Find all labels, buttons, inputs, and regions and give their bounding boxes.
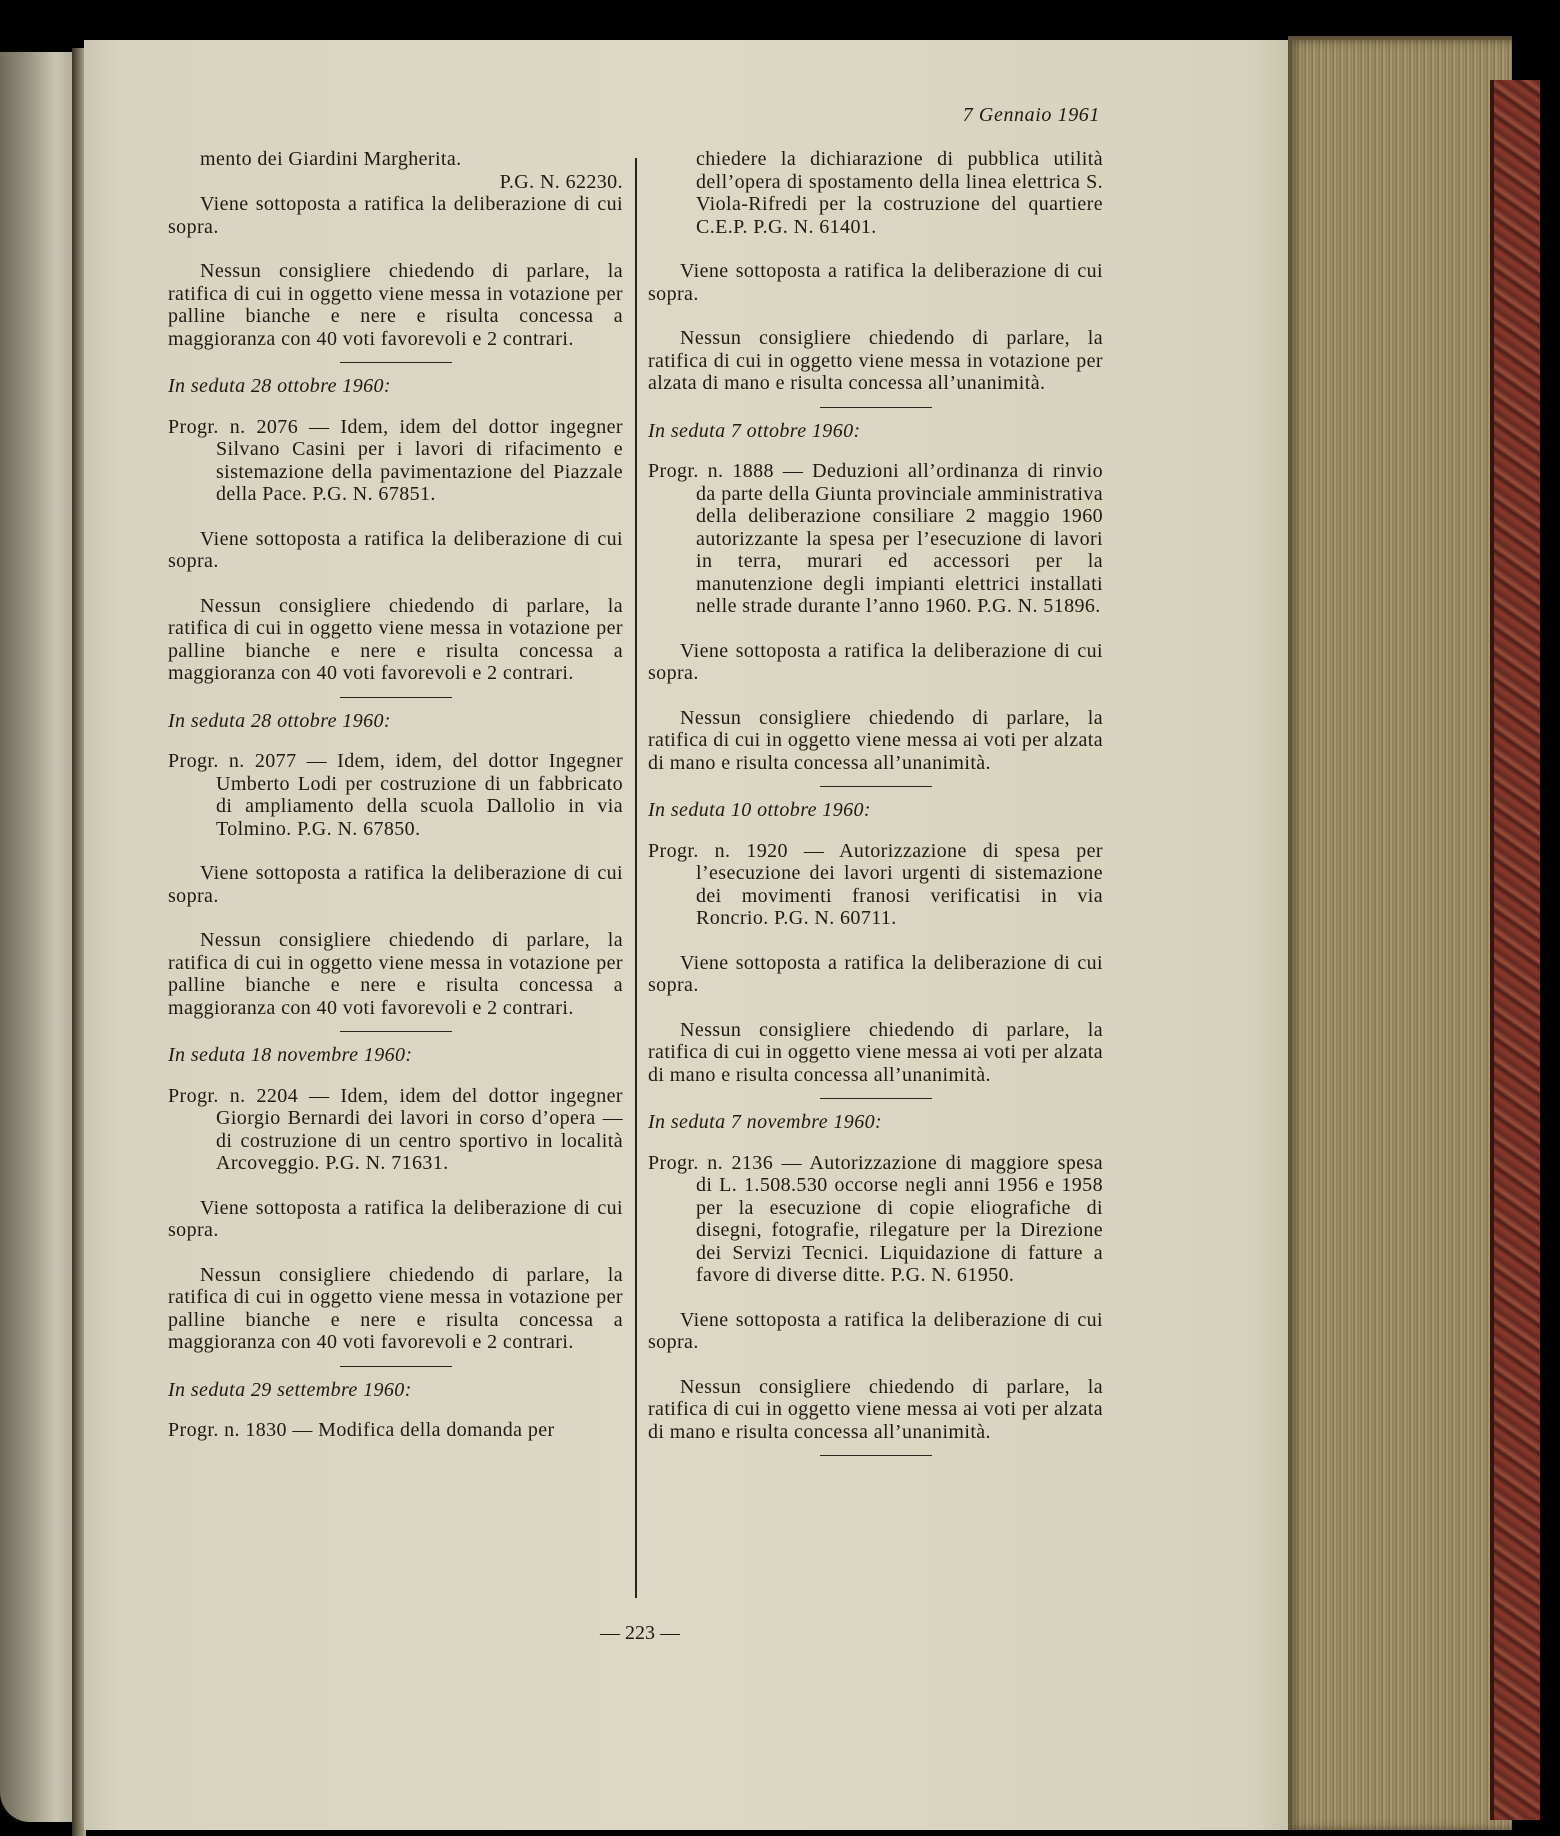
- vote-paragraph: Nessun consigliere chiedendo di parlare, la ratifica di cui in oggetto viene messa in votazione per palline bianche e nere e risulta concessa a maggioranza con 40 voti favorevoli e 2 contrari.: [168, 929, 623, 1019]
- section-rule: [340, 697, 452, 698]
- section-rule: [820, 1098, 932, 1099]
- vote-paragraph: Nessun consigliere chiedendo di parlare, la ratifica di cui in oggetto viene messa in votazione per palline bianche e nere e risulta concessa a maggioranza con 40 voti favorevoli e 2 contrari.: [168, 1263, 623, 1353]
- section-rule: [340, 1031, 452, 1032]
- section-rule: [340, 1366, 452, 1367]
- ratifica-paragraph: Viene sottoposta a ratifica la deliberazione di cui sopra.: [648, 1308, 1103, 1353]
- section-rule: [820, 407, 932, 408]
- section-rule: [820, 786, 932, 787]
- running-header-date: 7 Gennaio 1961: [962, 104, 1100, 126]
- ratifica-paragraph: Viene sottoposta a ratifica la deliberazione di cui sopra.: [168, 527, 623, 572]
- section-rule: [340, 362, 452, 363]
- progr-continuation: chiedere la dichiarazione di pubblica utilità dell’opera di spostamento della linea elettrica S. Viola-Rifredi per la costruzione del quartiere C.E.P. P.G. N. 61401.: [696, 148, 1103, 238]
- progr-item: Progr. n. 2077 — Idem, idem, del dottor Ingegner Umberto Lodi per costruzione di un fabbricato di ampliamento della scuola Dallolio in via Tolmino. P.G. N. 67850.: [168, 750, 623, 840]
- vote-paragraph: Nessun consigliere chiedendo di parlare, la ratifica di cui in oggetto viene messa ai voti per alzata di mano e risulta concessa all’unanimità.: [648, 1018, 1103, 1086]
- ratifica-paragraph: Viene sottoposta a ratifica la deliberazione di cui sopra.: [648, 951, 1103, 996]
- vote-paragraph: Nessun consigliere chiedendo di parlare, la ratifica di cui in oggetto viene messa in votazione per palline bianche e nere e risulta concessa a maggioranza con 40 voti favorevoli e 2 contrari.: [168, 260, 623, 350]
- ratifica-paragraph: Viene sottoposta a ratifica la deliberazione di cui sopra.: [648, 639, 1103, 684]
- section-rule: [820, 1455, 932, 1456]
- seduta-heading: In seduta 18 novembre 1960:: [168, 1044, 413, 1066]
- ratifica-paragraph: Viene sottoposta a ratifica la deliberazione di cui sopra.: [168, 1196, 623, 1241]
- progr-item: Progr. n. 1830 — Modifica della domanda per: [168, 1419, 555, 1441]
- page-block-edges: [1288, 40, 1512, 1830]
- seduta-heading: In seduta 28 ottobre 1960:: [168, 375, 391, 397]
- seduta-heading: In seduta 7 ottobre 1960:: [648, 419, 861, 442]
- paragraph: mento dei Giardini Margherita.: [200, 148, 462, 170]
- progr-item: Progr. n. 2076 — Idem, idem del dottor ingegner Silvano Casini per i lavori di rifacimento e sistemazione della pavimentazione del Piazzale della Pace. P.G. N. 67851.: [168, 415, 623, 505]
- column-divider: [635, 158, 637, 1598]
- progr-item: Progr. n. 1888 — Deduzioni all’ordinanza di rinvio da parte della Giunta provinciale amministrativa della deliberazione consiliare 2 maggio 1960 autorizzante la spesa per l’esecuzione di lavori in terra, murari ed accessori per la manutenzione degli impianti elettrici installati nelle strade durante l’anno 1960. P.G. N. 51896.: [648, 460, 1103, 617]
- ratifica-paragraph: Viene sottoposta a ratifica la deliberazione di cui sopra.: [168, 193, 623, 238]
- ratifica-paragraph: Viene sottoposta a ratifica la deliberazione di cui sopra.: [648, 260, 1103, 305]
- facing-page-edge: [0, 52, 80, 1822]
- progr-item: Progr. n. 2136 — Autorizzazione di maggiore spesa di L. 1.508.530 occorse negli anni 1956 e 1958 per la esecuzione di copie eliografiche di disegni, fotografie, rilegature per la Direzione dei Servizi Tecnici. Liquidazione di fatture a favore di diverse ditte. P.G. N. 61950.: [648, 1151, 1103, 1286]
- ratifica-paragraph: Viene sottoposta a ratifica la deliberazione di cui sopra.: [168, 862, 623, 907]
- vote-paragraph: Nessun consigliere chiedendo di parlare, la ratifica di cui in oggetto viene messa ai voti per alzata di mano e risulta concessa all’unanimità.: [648, 1375, 1103, 1443]
- progr-item: Progr. n. 2204 — Idem, idem del dottor ingegner Giorgio Bernardi dei lavori in corso d’opera — di costruzione di un centro sportivo in località Arcoveggio. P.G. N. 71631.: [168, 1084, 623, 1174]
- seduta-heading: In seduta 7 novembre 1960:: [648, 1111, 883, 1133]
- left-column: [168, 148, 623, 1442]
- right-column: [648, 148, 1103, 1468]
- seduta-heading: In seduta 28 ottobre 1960:: [168, 709, 391, 732]
- seduta-heading: In seduta 10 ottobre 1960:: [648, 799, 871, 821]
- vote-paragraph: Nessun consigliere chiedendo di parlare, la ratifica di cui in oggetto viene messa in votazione per alzata di mano e risulta concessa all’unanimità.: [648, 327, 1103, 394]
- seduta-heading: In seduta 29 settembre 1960:: [168, 1378, 412, 1401]
- vote-paragraph: Nessun consigliere chiedendo di parlare, la ratifica di cui in oggetto viene messa ai voti per alzata di mano e risulta concessa all’unanimità.: [648, 706, 1103, 774]
- vote-paragraph: Nessun consigliere chiedendo di parlare, la ratifica di cui in oggetto viene messa in votazione per palline bianche e nere e risulta concessa a maggioranza con 40 voti favorevoli e 2 contrari.: [168, 594, 623, 684]
- progr-item: Progr. n. 1920 — Autorizzazione di spesa per l’esecuzione dei lavori urgenti di sistemazione dei movimenti franosi verificatisi in via Roncrio. P.G. N. 60711.: [648, 839, 1103, 929]
- pg-number: P.G. N. 62230.: [499, 170, 623, 193]
- marbled-cover: [1490, 80, 1540, 1820]
- page-number: — 223 —: [600, 1622, 680, 1644]
